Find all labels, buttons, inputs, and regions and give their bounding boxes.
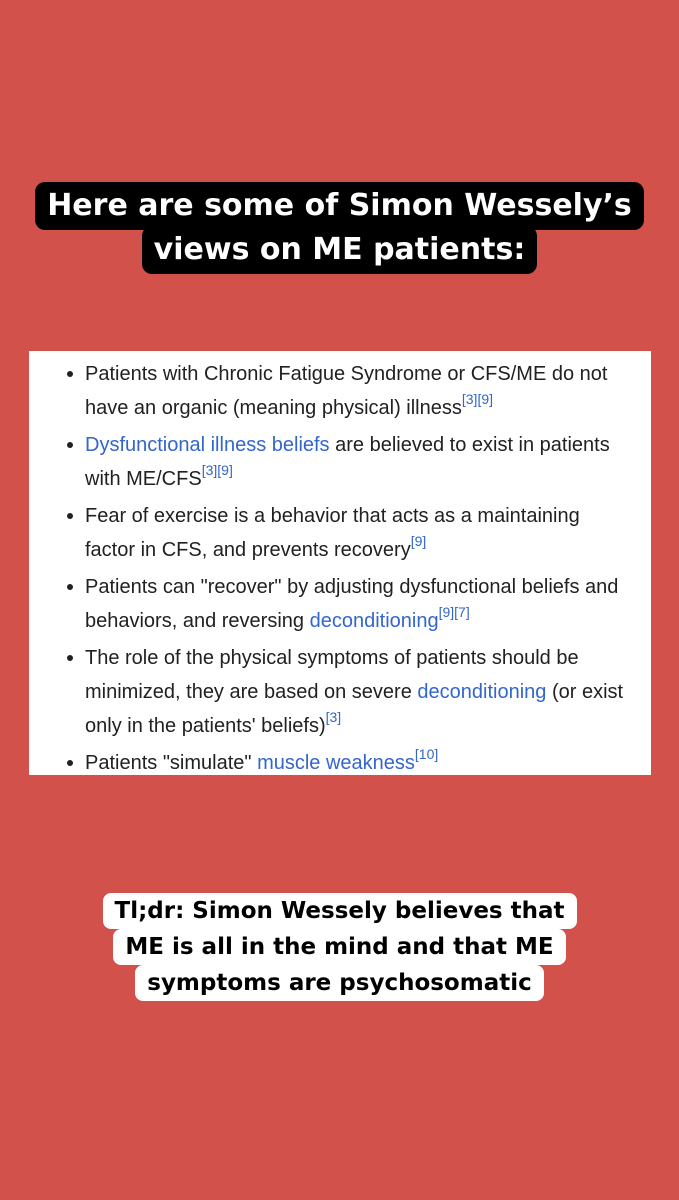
views-list bbox=[85, 357, 631, 780]
heading-line-2: views on ME patients: bbox=[142, 226, 538, 274]
citation-link[interactable]: [9] bbox=[217, 462, 233, 479]
wikipedia-excerpt-card bbox=[29, 351, 651, 775]
tldr-line-1: Tl;dr: Simon Wessely believes that bbox=[103, 893, 577, 929]
bullet-icon bbox=[67, 760, 73, 766]
citation-link[interactable]: [9] bbox=[477, 391, 494, 408]
list-item bbox=[85, 499, 631, 567]
wiki-link[interactable]: deconditioning bbox=[309, 610, 439, 632]
wiki-link[interactable]: deconditioning bbox=[417, 681, 547, 703]
wiki-link[interactable]: Dysfunctional illness beliefs bbox=[85, 434, 330, 456]
list-item bbox=[85, 746, 631, 780]
list-item bbox=[85, 357, 631, 425]
tldr-sticker bbox=[0, 893, 679, 1001]
bullet-icon bbox=[67, 442, 73, 448]
citation-link[interactable]: [7] bbox=[454, 604, 470, 621]
heading-line-1: Here are some of Simon Wessely’s bbox=[35, 182, 644, 230]
citation-link[interactable]: [10] bbox=[414, 746, 439, 763]
bullet-icon bbox=[67, 513, 73, 519]
bullet-icon bbox=[67, 371, 73, 377]
tldr-line-2: ME is all in the mind and that ME bbox=[113, 929, 565, 965]
bullet-icon bbox=[67, 584, 73, 590]
citation-link[interactable]: [3] bbox=[461, 391, 478, 408]
citation-link[interactable]: [3] bbox=[201, 462, 218, 479]
wiki-link[interactable]: muscle weakness bbox=[257, 752, 415, 774]
item-text: Patients can "recover" by adjusting dysfunctional beliefs and behaviors, and reversing bbox=[85, 576, 619, 632]
item-text: are believed to exist in patients with ME/CFS bbox=[85, 434, 610, 490]
item-text: Patients with Chronic Fatigue Syndrome or CFS/ME do not have an organic (meaning physical) illness bbox=[85, 363, 608, 419]
item-text: Patients "simulate" bbox=[85, 752, 258, 774]
item-text: Fear of exercise is a behavior that acts as a maintaining factor in CFS, and prevents recovery bbox=[85, 505, 580, 561]
item-text: (or exist only in the patients' beliefs) bbox=[85, 681, 624, 737]
citation-link[interactable]: [9] bbox=[410, 533, 427, 550]
list-item bbox=[85, 641, 631, 743]
citation-link[interactable]: [3] bbox=[325, 709, 342, 726]
list-item bbox=[85, 570, 631, 638]
item-text: The role of the physical symptoms of patients should be minimized, they are based on severe bbox=[85, 647, 579, 703]
bullet-icon bbox=[67, 655, 73, 661]
list-item bbox=[85, 428, 631, 496]
heading-sticker bbox=[0, 182, 679, 274]
citation-link[interactable]: [9] bbox=[438, 604, 455, 621]
tldr-line-3: symptoms are psychosomatic bbox=[135, 965, 544, 1001]
